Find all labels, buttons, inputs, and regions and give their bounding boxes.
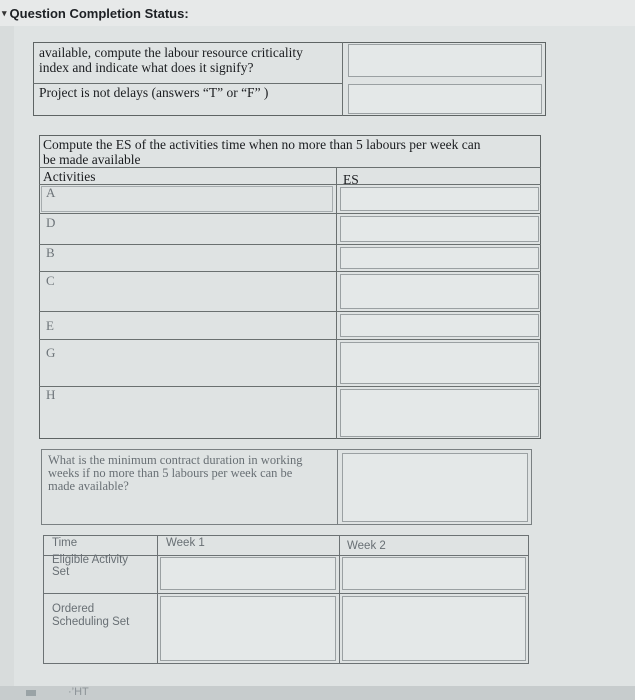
activity-label: G bbox=[46, 345, 56, 360]
question-completion-header[interactable] bbox=[0, 0, 635, 26]
activity-label: H bbox=[46, 387, 56, 402]
es-input-h[interactable] bbox=[340, 389, 539, 437]
row-divider bbox=[39, 271, 541, 272]
activity-label: A bbox=[46, 185, 56, 200]
delay-question-line: Project is not delays (answers “T” or “F” ) bbox=[39, 85, 269, 100]
es-prompt-line1: Compute the ES of the activities time when no more than 5 labours per week can bbox=[43, 137, 481, 152]
taskbar-tab[interactable]: ·’HT bbox=[68, 686, 89, 698]
question-content bbox=[14, 26, 635, 700]
ordered-week2-input[interactable] bbox=[342, 596, 526, 661]
delay-answer-input[interactable] bbox=[348, 84, 542, 114]
row-divider bbox=[43, 593, 529, 594]
ordered-label-line2: Scheduling Set bbox=[52, 616, 130, 628]
taskbar bbox=[0, 686, 635, 700]
activity-label: D bbox=[46, 215, 56, 230]
es-input-a[interactable] bbox=[340, 187, 539, 211]
row-divider bbox=[39, 184, 541, 185]
es-prompt-line2: be made available bbox=[43, 152, 141, 167]
criticality-question-line1: available, compute the labour resource criticality bbox=[39, 45, 303, 60]
eligible-label-line1: Eligible Activity bbox=[52, 554, 129, 566]
eligible-label-line2: Set bbox=[52, 566, 70, 578]
taskbar-icon[interactable] bbox=[26, 690, 36, 696]
criticality-question-line2: index and indicate what does it signify? bbox=[39, 60, 254, 75]
es-column-divider bbox=[336, 167, 337, 439]
header-title: Question Completion Status: bbox=[9, 5, 189, 21]
row-divider bbox=[39, 386, 541, 387]
activities-column-header: Activities bbox=[43, 169, 96, 184]
row-divider bbox=[39, 311, 541, 312]
es-activity-a-cell[interactable] bbox=[41, 186, 333, 212]
criticality-answer-input[interactable] bbox=[348, 44, 542, 77]
collapse-caret-icon[interactable]: ▾ bbox=[2, 7, 7, 18]
duration-answer-input[interactable] bbox=[342, 453, 528, 522]
es-input-e[interactable] bbox=[340, 314, 539, 337]
activity-label: C bbox=[46, 273, 55, 288]
row-divider bbox=[33, 83, 343, 84]
duration-question-line3: made available? bbox=[48, 479, 129, 493]
eligible-week2-input[interactable] bbox=[342, 557, 526, 590]
week-2-label: Week 2 bbox=[347, 540, 386, 552]
activity-label: B bbox=[46, 245, 55, 260]
activity-label: E bbox=[46, 318, 54, 333]
duration-question-line1: What is the minimum contract duration in working bbox=[48, 453, 303, 467]
duration-question-line2: weeks if no more than 5 labours per week can be bbox=[48, 466, 293, 480]
row-divider bbox=[39, 244, 541, 245]
es-input-g[interactable] bbox=[340, 342, 539, 384]
row-divider bbox=[39, 213, 541, 214]
es-input-b[interactable] bbox=[340, 247, 539, 269]
eligible-week1-input[interactable] bbox=[160, 557, 336, 590]
es-column-header: ES bbox=[343, 172, 359, 187]
es-header-divider bbox=[39, 167, 541, 168]
ordered-label-line1: Ordered bbox=[52, 603, 95, 615]
es-input-d[interactable] bbox=[340, 216, 539, 242]
time-row-label: Time bbox=[52, 537, 78, 549]
row-divider bbox=[39, 339, 541, 340]
week-1-label: Week 1 bbox=[166, 537, 205, 549]
es-input-c[interactable] bbox=[340, 274, 539, 309]
ordered-week1-input[interactable] bbox=[160, 596, 336, 661]
